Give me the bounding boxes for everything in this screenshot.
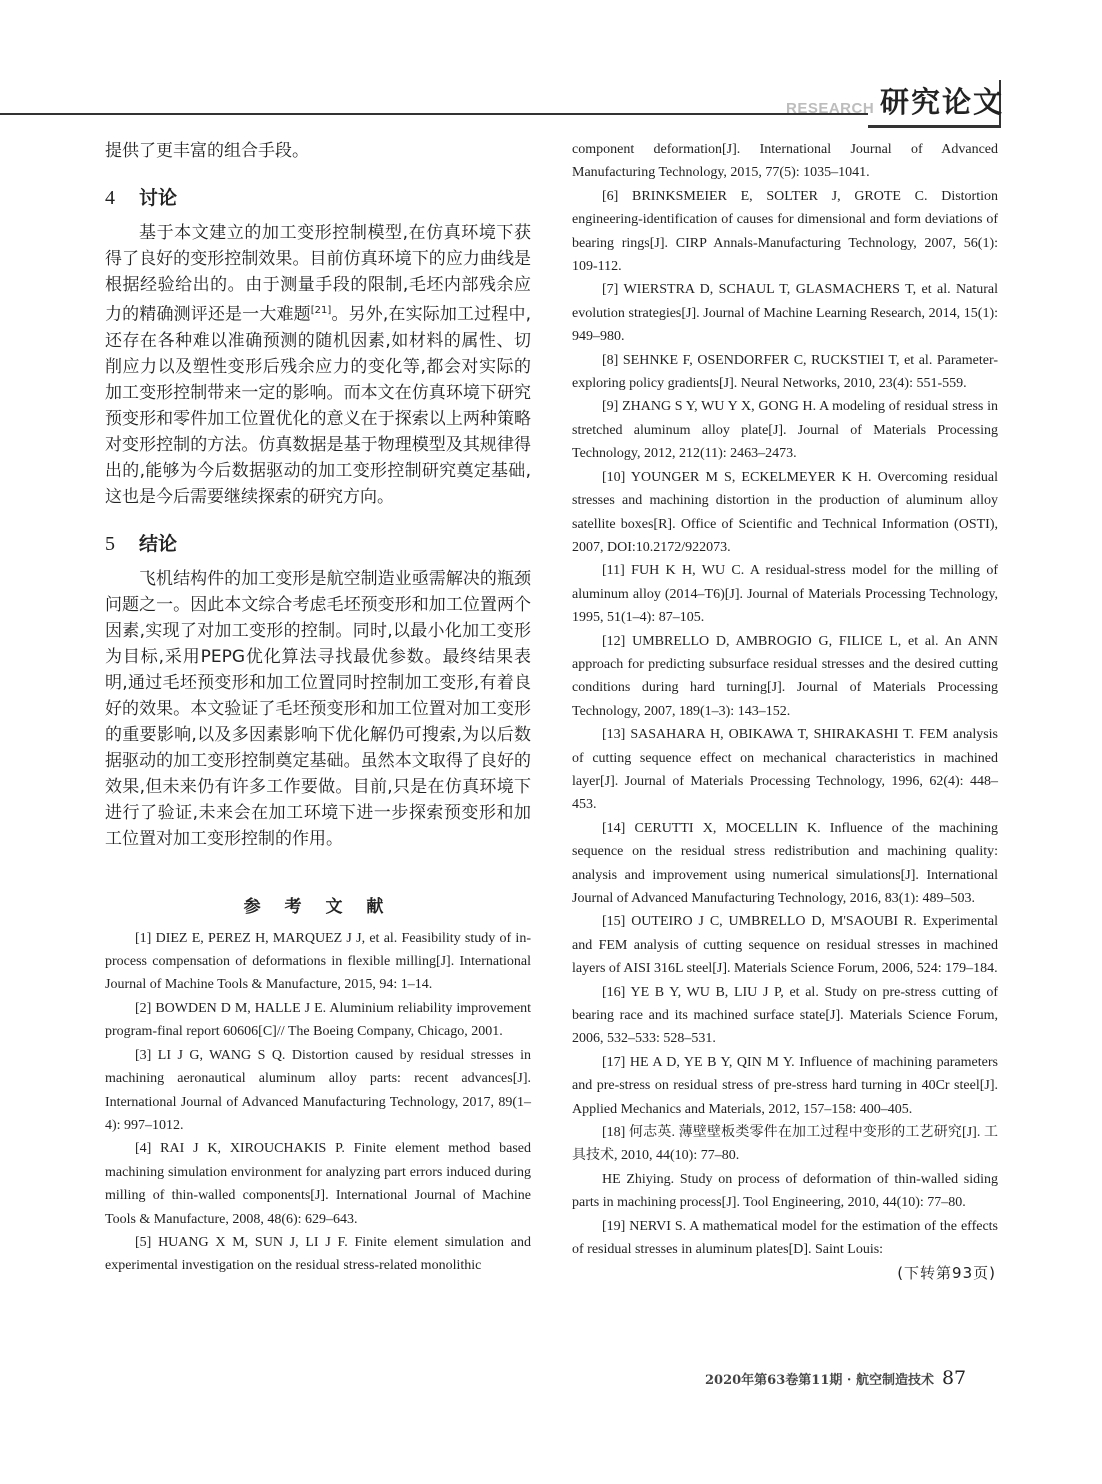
reference-3: [3] LI J G, WANG S Q. Distortion caused by residual stresses in machining aeronautical aluminum alloy parts: recent advances[J]. International Journal of Advanced Manufacturing Technology, 2017, 89(1–4): 997–1012. bbox=[105, 1047, 531, 1133]
header-section-zh: 研究论文 bbox=[880, 85, 1005, 119]
reference-17: [17] HE A D, YE B Y, QIN M Y. Influence of machining parameters and pre-stress on residual stress of pre-stress hard turning in 40Cr steel[J]. Applied Mechanics and Materials, 2012, 157–158: 400–405. bbox=[572, 1054, 998, 1117]
reference-9: [9] ZHANG S Y, WU Y X, GONG H. A modeling of residual stress in stretched aluminum alloy plate[J]. Journal of Materials Processing Technology, 2012, 212(11): 2463–2473. bbox=[572, 399, 998, 462]
footer-journal: 2020年第63卷第11期 · 航空制造技术 bbox=[705, 1373, 934, 1388]
page-footer bbox=[705, 1367, 966, 1389]
reference-19: [19] NERVI S. A mathematical model for the estimation of the effects of residual stresses in aluminum plates[D]. Saint Louis: bbox=[572, 1218, 998, 1258]
left-column bbox=[105, 138, 531, 1278]
header-section-en: RESEARCH bbox=[786, 100, 875, 117]
section-4-text-a: 基于本文建立的加工变形控制模型,在仿真环境下获得了良好的变形控制效果。目前仿真环境下的应力曲线是根据经验给出的。由于测量手段的限制,毛坯内部残余应力的精确测评还是一大难题 bbox=[105, 223, 531, 325]
intro-tail-paragraph: 提供了更丰富的组合手段。 bbox=[105, 141, 309, 161]
section-4-title: 讨论 bbox=[139, 187, 178, 209]
reference-5-continued: component deformation[J]. International Journal of Advanced Manufacturing Technology, 2015, 77(5): 1035–1041. bbox=[572, 142, 998, 181]
section-5-heading bbox=[105, 529, 531, 556]
citation-21: [21] bbox=[310, 305, 332, 316]
reference-12: [12] UMBRELLO D, AMBROGIO G, FILICE L, et al. An ANN approach for predicting subsurface residual stresses and the desired cutting conditions during hard turning[J]. Journal of Materials Processing Technology, 2007, 189(1–3): 143–152. bbox=[572, 633, 998, 719]
reference-7: [7] WIERSTRA D, SCHAUL T, GLASMACHERS T, et al. Natural evolution strategies[J]. Journal of Machine Learning Research, 2014, 15(1): 949–980. bbox=[572, 282, 998, 345]
reference-11: [11] FUH K H, WU C. A residual-stress model for the milling of aluminum alloy (2014–T6)[J]. Journal of Materials Processing Technology, 1995, 51(1–4): 87–105. bbox=[572, 563, 998, 626]
section-4-paragraph bbox=[105, 220, 531, 510]
continued-note: (下转第93页) bbox=[897, 1263, 996, 1282]
reference-10: [10] YOUNGER M S, ECKELMEYER K H. Overcoming residual stresses and machining distortion in the production of aluminum alloy satellite boxes[R]. Office of Scientific and Technical Information (OSTI), 2007, DOI:10.2172/922073. bbox=[572, 469, 998, 555]
section-5-number: 5 bbox=[105, 532, 115, 555]
references-title: 参 考 文 献 bbox=[243, 896, 393, 917]
reference-2: [2] BOWDEN D M, HALLE J E. Aluminium reliability improvement program-final report 60606[C]// The Boeing Company, Chicago, 2001. bbox=[105, 1000, 531, 1040]
reference-15: [15] OUTEIRO J C, UMBRELLO D, M'SAOUBI R. Experimental and FEM analysis of cutting sequence on residual stresses in machined layers of AISI 316L steel[J]. Materials Science Forum, 2006, 524: 179–184. bbox=[572, 914, 998, 977]
reference-16: [16] YE B Y, WU B, LIU J P, et al. Study on pre-stress cutting of bearing race and its machined surface state[J]. Materials Science Forum, 2006, 532–533: 528–531. bbox=[572, 984, 998, 1047]
section-4-text-b: 。另外,在实际加工过程中,还存在各种难以准确预测的随机因素,如材料的属性、切削应力以及塑性变形后残余应力的变化等,都会对实际的加工变形控制带来一定的影响。而本文在仿真环境下研究预变形和零件加工位置优化的意义在于探索以上两种策略对变形控制的方法。仿真数据是基于物理模型及其规律得出的,能够为今后数据驱动的加工变形控制研究奠定基础,这也是今后需要继续探索的研究方向。 bbox=[105, 304, 532, 507]
reference-1: [1] DIEZ E, PEREZ H, MARQUEZ J J, et al. Feasibility study of in-process compensation of deformations in flexible milling[J]. International Journal of Machine Tools & Manufacture, 2015, 94: 1–14. bbox=[105, 930, 531, 993]
page-number: 87 bbox=[941, 1367, 967, 1389]
reference-18-english: HE Zhiying. Study on process of deformation of thin-walled siding parts in machining process[J]. Tool Engineering, 2010, 44(10): 77–80. bbox=[572, 1171, 998, 1211]
section-5-title: 结论 bbox=[139, 532, 178, 555]
reference-13: [13] SASAHARA H, OBIKAWA T, SHIRAKASHI T. FEM analysis of cutting sequence effect on mechanical characteristics in machined layer[J]. Journal of Materials Processing Technology, 1996, 62(4): 448–453. bbox=[572, 727, 998, 813]
reference-4: [4] RAI J K, XIROUCHAKIS P. Finite element method based machining simulation environment for analyzing part errors induced during milling of thin-walled components[J]. International Journal of Machine Tools & Manufacture, 2008, 48(6): 629–643. bbox=[105, 1141, 531, 1227]
reference-5: [5] HUANG X M, SUN J, LI J F. Finite element simulation and experimental investigation on the residual stress-related monolithic bbox=[105, 1234, 531, 1274]
reference-14: [14] CERUTTI X, MOCELLIN K. Influence of the machining sequence on the residual stress redistribution and machining quality: analysis and improvement using numerical simulations[J]. International Journal of Advanced Manufacturing Technology, 2016, 83(1): 489–503. bbox=[572, 820, 998, 906]
reference-6: [6] BRINKSMEIER E, SOLTER J, GROTE C. Distortion engineering-identification of causes for dimensional and form deviations of bearing rings[J]. CIRP Annals-Manufacturing Technology, 2007, 56(1): 109-112. bbox=[572, 188, 998, 275]
right-column bbox=[572, 138, 998, 1284]
section-5-paragraph: 飞机结构件的加工变形是航空制造业亟需解决的瓶颈问题之一。因此本文综合考虑毛坯预变形和加工位置两个因素,实现了对加工变形的控制。同时,以最小化加工变形为目标,采用PEPG优化算法寻找最优参数。最终结果表明,通过毛坯预变形和加工位置同时控制加工变形,有着良好的效果。本文验证了毛坯预变形和加工位置对加工变形的重要影响,以及多因素影响下优化解仍可搜索,为以后数据驱动的加工变形控制奠定基础。虽然本文取得了良好的效果,但未来仍有许多工作要做。目前,只是在仿真环境下进行了验证,未来会在加工环境下进一步探索预变形和加工位置对加工变形控制的作用。 bbox=[105, 568, 531, 849]
section-4-heading bbox=[105, 183, 531, 210]
section-4-number: 4 bbox=[105, 187, 115, 209]
reference-8: [8] SEHNKE F, OSENDORFER C, RUCKSTIEI T, et al. Parameter-exploring policy gradients[J]. Neural Networks, 2010, 23(4): 551-559. bbox=[572, 352, 998, 392]
reference-18: [18] 何志英. 薄壁壁板类零件在加工过程中变形的工艺研究[J]. 工具技术, 2010, 44(10): 77–80. bbox=[572, 1125, 998, 1164]
